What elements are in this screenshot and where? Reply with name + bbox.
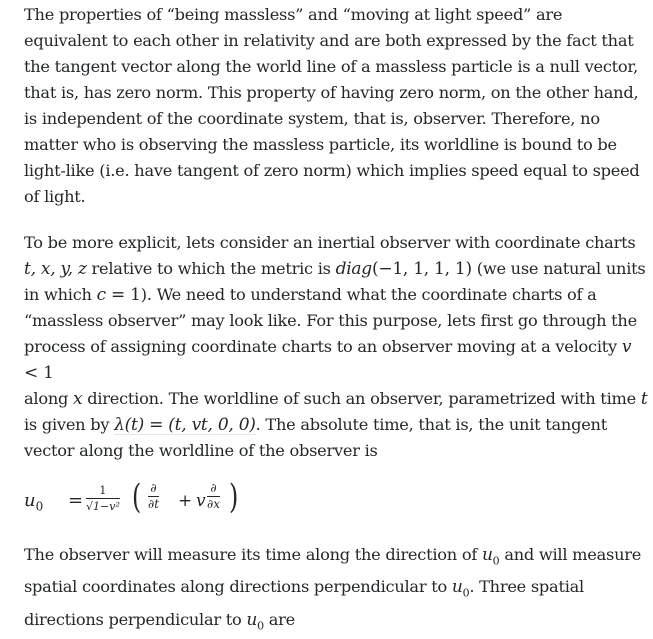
velocity-symbol: v (196, 491, 206, 511)
equation-lhs (24, 490, 43, 514)
math-v: v (621, 337, 632, 357)
text-segment: To be more explicit, lets consider an inertial observer with coordinate charts (24, 233, 636, 252)
partial-t-fraction (148, 482, 159, 511)
fraction-denominator: √1−v² (86, 500, 120, 513)
article-body (24, 0, 649, 639)
math-coordinates: t, x, y, z (24, 259, 87, 279)
symbol-u: u (481, 545, 493, 565)
math-x: x (73, 389, 83, 409)
equation-u0 (24, 474, 649, 536)
paragraph-massless-properties: The properties of “being massless” and “moving at light speed” are equivalent to each other in relativity and are both expressed by the fact that the tangent vector along the world line of a massless particle is a null vector, that is, has zero norm. This property of having zero norm, on the other hand, is independent of the coordinate system, that is, observer. Therefore, no matter who is observing the massless particle, its worldline is bound to be light-like (i.e. have tangent of zero norm) which implies speed equal to speed of light. (24, 5, 640, 206)
right-parenthesis: ) (228, 477, 239, 517)
text-segment: direction. The worldline of such an observer, parametrized with time (82, 389, 641, 408)
partial-numerator: ∂ (210, 481, 217, 495)
equals-sign: = (68, 490, 84, 511)
subscript-zero: 0 (35, 499, 44, 514)
partial-numerator: ∂ (150, 481, 157, 495)
text-segment: and will measure spatial coordinates along directions perpendicular to (24, 545, 642, 597)
subscript-zero: 0 (257, 619, 264, 633)
text-segment: (we use natural units in which (24, 259, 646, 304)
math-lambda: λ(t) (114, 415, 144, 435)
math-diag: diag (335, 259, 372, 279)
math-lambda-value: = (t, vt, 0, 0) (144, 415, 256, 435)
math-u0 (481, 545, 500, 568)
text-segment: is given by (24, 415, 115, 434)
math-c-value: = 1 (105, 285, 141, 305)
text-segment: relative to which the metric is (86, 259, 336, 278)
subscript-zero: 0 (492, 554, 500, 568)
paragraph-observer-measurement (24, 542, 649, 639)
lorentz-factor-fraction (86, 484, 120, 513)
symbol-u: u (246, 609, 258, 630)
math-u0 (246, 609, 264, 633)
text-segment: along (24, 389, 74, 408)
math-c: c (96, 285, 106, 305)
fraction-numerator: 1 (99, 484, 107, 497)
math-diag-args: (−1, 1, 1, 1) (371, 259, 472, 279)
fraction-bar (86, 498, 120, 499)
partial-denominator: ∂t (148, 497, 160, 511)
math-v-bound: < 1 (24, 363, 54, 383)
subscript-zero: 0 (462, 586, 470, 600)
plus-sign: + (178, 491, 193, 511)
math-u0 (451, 577, 470, 600)
text-segment: ). We need to understand what the coordinate charts of a “massless observer” may look like. For this purpose, lets first go through the process of assigning coordinate charts to an observer moving at a velocity (24, 285, 637, 356)
math-t: t (640, 389, 648, 409)
math-worldline-highlight (114, 415, 256, 435)
left-parenthesis: ( (131, 477, 142, 517)
symbol-u: u (451, 577, 463, 598)
symbol-u: u (24, 490, 36, 511)
partial-x-fraction (207, 482, 220, 511)
partial-denominator: ∂x (207, 497, 220, 511)
text-segment: are (263, 609, 295, 629)
text-segment: . The absolute time, that is, the unit tangent vector along the worldline of the observer is (24, 415, 607, 460)
text-segment: The observer will measure its time along the direction of (24, 545, 482, 564)
text-segment: . Three spatial directions perpendicular to (24, 577, 584, 629)
paragraph-inertial-observer (24, 230, 649, 464)
